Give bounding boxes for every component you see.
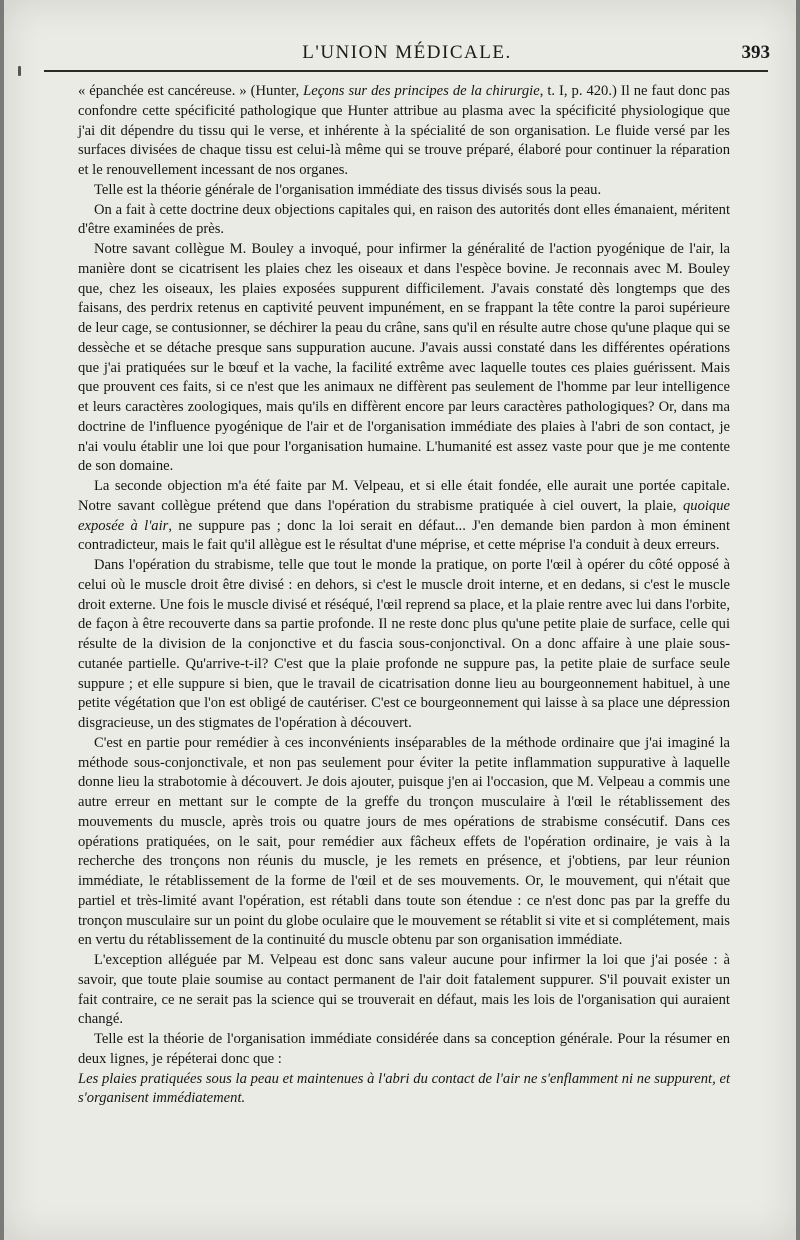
paragraph bbox=[78, 734, 730, 951]
paragraph bbox=[78, 556, 730, 734]
text-segment: Notre savant collègue M. Bouley a invoqué, pour infirmer la généralité de l'action pyogénique de l'air, la manière dont se cicatrisent les plaies chez les oiseaux et dans l'espèce bovine. Je reconnais avec M. Bouley que, chez les oiseaux, les plaies exposées suppurent difficilement. J'avais constaté dès longtemps que des faisans, des perdrix retenus en captivité peuvent impunément, en se frappant la tête contre la paroi supérieure de leur cage, se contusionner, se déchirer la peau du crâne, sans qu'il en résulte autre chose qu'une plaque qui se dessèche et se détache presque sans suppuration aucune. J'avais aussi constaté dans les différentes opérations que j'ai pratiquées sur le bœuf et la vache, la facilité extrême avec laquelle toutes ces plaies guérissent. Mais que prouvent ces faits, si ce n'est que les animaux ne diffèrent pas seulement de l'homme par leur intelligence et leurs caractères zoologiques, mais qu'ils en diffèrent encore par leurs caractères pathologiques? Or, dans ma doctrine de l'influence pyogénique de l'air et de l'organisation immédiate des plaies à l'abri de son contact, je n'ai voulu établir une loi que pour l'organisation humaine. L'humanité est assez vaste pour que je me contente de son domaine. bbox=[78, 241, 730, 475]
text-segment: L'exception alléguée par M. Velpeau est donc sans valeur aucune pour infirmer la loi que j'ai posée : à savoir, que toute plaie soumise au contact permanent de l'air doit fatalement suppurer. S'il pouvait exister un fait contraire, ce ne serait pas la science qui se trouverait en défaut, mais les lois de l'organisation qui auraient changé. bbox=[78, 952, 730, 1028]
book-page bbox=[4, 0, 796, 1240]
italic-phrase: quoique exposée à l'air bbox=[78, 497, 730, 534]
text-segment: La seconde objection m'a été faite par M. Velpeau, et si elle était fondée, elle aurait une portée capitale. Notre savant collègue prétend que dans l'opération du strabisme pratiquée à ciel ouvert, la plaie, bbox=[78, 478, 730, 514]
text-segment: Telle est la théorie générale de l'organisation immédiate des tissus divisés sous la peau. bbox=[94, 181, 602, 198]
page-header bbox=[44, 36, 770, 68]
text-segment: Telle est la théorie de l'organisation immédiate considérée dans sa conception générale. Pour la résumer en deux lignes, je répéterai donc que : bbox=[78, 1031, 730, 1067]
paragraph bbox=[78, 82, 730, 181]
text-segment: , t. I, p. 420.) Il ne faut donc pas confondre cette spécificité pathologique que Hunter attribue au plasma avec la spécificité physiologique que j'ai dit dépendre du tissu qui le verse, et inhérente à la spécialité de son organisation. Le fluide versé par les surfaces divisées de chaque tissu est celui-là même qui se trouve préparé, élaboré pour continuer la réparation et le renouvellement incessant de nos organes. bbox=[78, 83, 730, 178]
text-segment: Dans l'opération du strabisme, telle que tout le monde la pratique, on porte l'œil à opérer du côté opposé à celui où le muscle droit être divisé : en dehors, si c'est le muscle droit interne, et en dedans, si c'est le muscle droit externe. Une fois le muscle divisé et réséqué, l'œil reprend sa place, et la plaie rentre avec lui dans l'orbite, de façon à être recouverte dans sa partie profonde. Il ne reste donc plus qu'une petite plaie de surface, celle qui résulte de la division de la conjonctive et du fascia sous-conjonctival. On a donc affaire à une plaie sous-cutanée partielle. Qu'arrive-t-il? C'est que la plaie profonde ne suppure pas, la petite plaie de surface seule suppure ; et elle suppure si bien, que le travail de cicatrisation donne lieu au bourgeonnement habituel, à une petite végétation que l'on est obligé de cautériser. C'est ce bourgeonnement qui laisse à sa place une dépression disgracieuse, un des stigmates de l'opération à découvert. bbox=[78, 557, 730, 731]
conclusion: Les plaies pratiquées sous la peau et maintenues à l'abri du contact de l'air ne s'enflamment ni ne suppurent, et s'organisent immédiatement. bbox=[78, 1070, 730, 1107]
book-title: Leçons sur des principes de la chirurgie bbox=[303, 83, 540, 99]
paragraph bbox=[78, 201, 730, 241]
paragraph bbox=[78, 240, 730, 477]
margin-mark bbox=[18, 66, 21, 76]
paragraph bbox=[78, 477, 730, 556]
body-text bbox=[78, 82, 730, 1109]
text-segment: « épanchée est cancéreuse. » (Hunter, bbox=[78, 83, 304, 99]
text-segment: , ne suppure pas ; donc la loi serait en défaut... J'en demande bien pardon à mon éminent contradicteur, mais le fait qu'il allègue est le résultat d'une méprise, et cette méprise l'a conduit à deux erreurs. bbox=[78, 517, 730, 554]
text-segment: On a fait à cette doctrine deux objections capitales qui, en raison des autorités dont elles émanaient, méritent d'être examinées de près. bbox=[78, 201, 730, 238]
paragraph bbox=[78, 181, 730, 201]
header-rule bbox=[44, 70, 768, 72]
running-title: L'UNION MÉDICALE. bbox=[302, 42, 512, 63]
page-number: 393 bbox=[741, 42, 770, 63]
paragraph bbox=[78, 951, 730, 1030]
text-segment: C'est en partie pour remédier à ces inconvénients inséparables de la méthode ordinaire que j'ai imaginé la méthode sous-conjonctivale, et non pas seulement pour éviter la petite inflammation suppurative à laquelle donne lieu la strabotomie à découvert. Je dois ajouter, puisque j'en ai l'occasion, que M. Velpeau a commis une autre erreur en mettant sur le compte de la greffe du tronçon musculaire à l'œil le rétablissement des mouvements du muscle, après trois ou quatre jours de mes opérations de strabisme consécutif. Dans ces opérations pratiquées, on le sait, pour remédier aux fâcheux effets de l'opération ordinaire, je vais à la recherche des tronçons non réunis du muscle, je les remets en présence, et j'obtiens, par leur réunion immédiate, le rétablissement de la forme de l'œil et de ses mouvements. Or, le mouvement, qui n'était que partiel et très-limité avant l'opération, est rétabli dans toute son étendue : ce n'est donc pas par la greffe du tronçon musculaire sur un point du globe oculaire que le mouvement se rétablit si vite et si complétement, mais en vertu du rétablissement de la continuité du muscle obtenu par son organisation immédiate. bbox=[78, 734, 730, 949]
paragraph bbox=[78, 1030, 730, 1070]
